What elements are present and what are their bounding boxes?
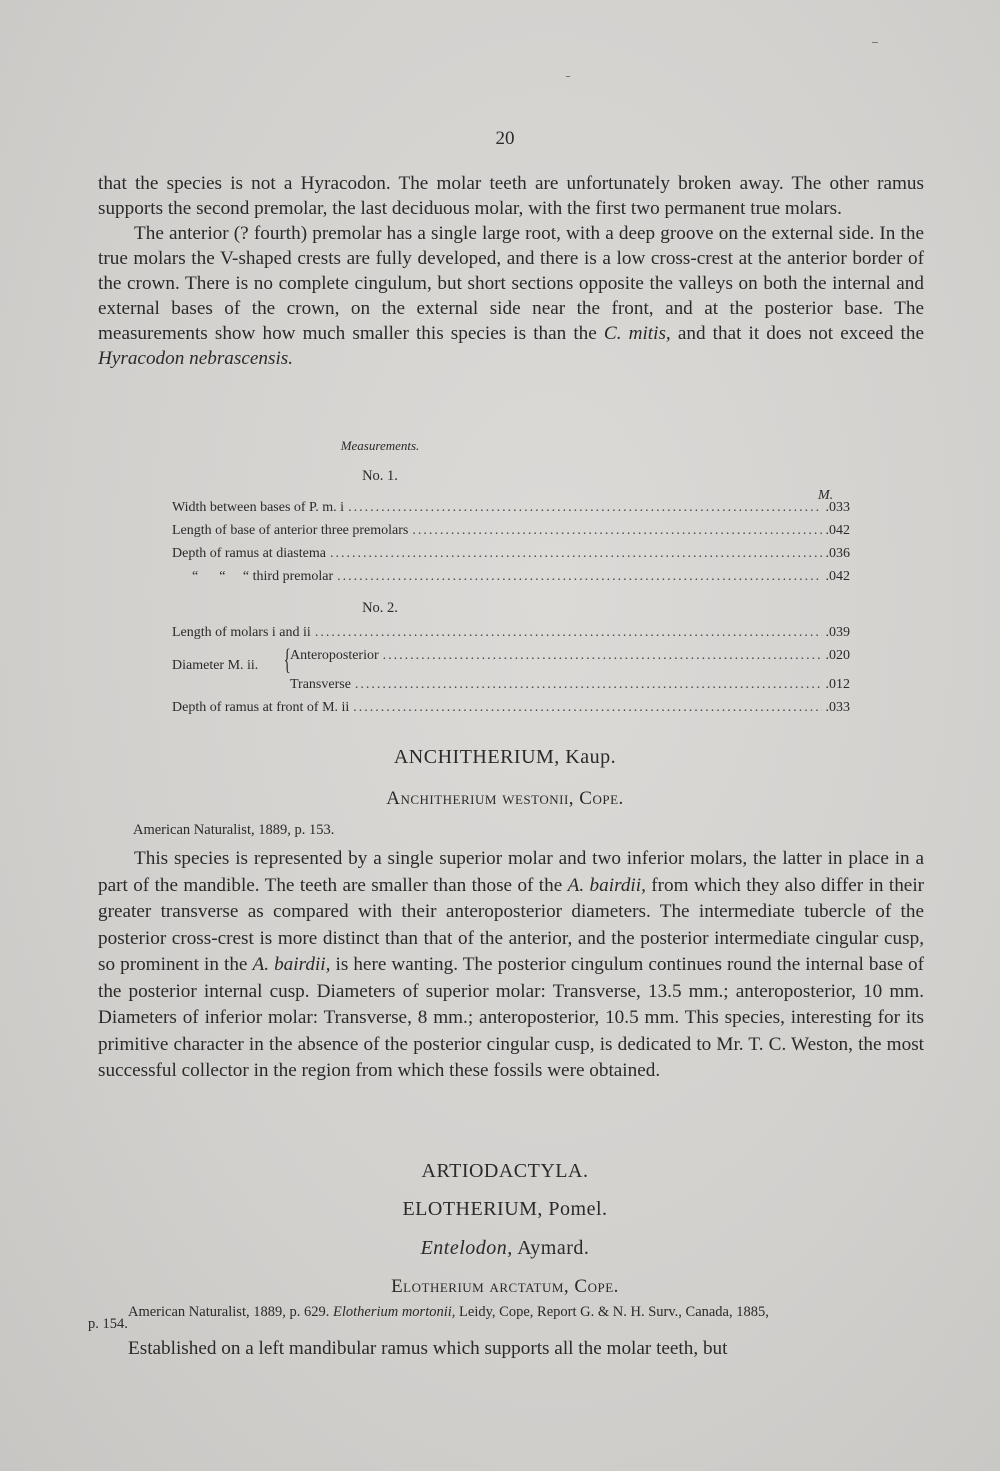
paragraph: This species is represented by a single superior molar and two inferior molars, the latter in place in a part of the mandible. The teeth are smaller than those of the A. bairdii, from which they also differ in their greater transverse as compared with their anteroposterior diameters. The intermediate tubercle of the posterior cross-crest is more distinct than that of the anterior, and the posterior intermediate cingular cusp, so prominent in the A. bairdii, is here wanting. The posterior cingulum continues round the internal base of the posterior internal cusp. Diameters of superior molar: Transverse, 13.5 mm.; anteroposterior, 10 mm. Diameters of inferior molar: Transverse, 8 mm.; anteroposterior, 10.5 mm. This species, interesting for its primitive character in the absence of the posterior cingular cusp, is dedicated to Mr. T. C. Weston, the most successful collector in the region from which these fossils were obtained. <box>98 848 925 1081</box>
measurements-no2-title: No. 2. <box>362 600 398 616</box>
measurement-row: Length of base of anterior three premolars ..... .042 <box>172 523 850 543</box>
genus-heading: ELOTHERIUM, Pomel. <box>402 1198 608 1220</box>
species-heading: Anchitherium westonii, Cope. <box>386 788 624 809</box>
genus-heading: ANCHITHERIUM, Kaup. <box>393 746 617 768</box>
italic-taxon: Hyracodon nebrascensis. <box>98 348 294 369</box>
measurements-title: Measurements. <box>340 438 420 453</box>
measurement-row: Width between bases of P. m. i ..... .033 <box>172 500 850 520</box>
intro-text <box>98 171 924 371</box>
measurement-row: Transverse ..... .012 <box>290 677 850 697</box>
paper-speck <box>566 76 570 77</box>
order-heading: ARTIODACTYLA. <box>421 1160 589 1182</box>
paragraph: that the species is not a Hyracodon. The molar teeth are unfortunately broken away. The other ramus supports the second premolar, the last deciduous molar, with the first two permanent true molars. <box>98 173 924 219</box>
page-number: 20 <box>495 128 515 149</box>
citation: American Naturalist, 1889, p. 629. Elotherium mortonii, Leidy, Cope, Report G. & N. H. Surv., Canada, 1885, <box>128 1304 769 1320</box>
paragraph: The anterior (? fourth) premolar has a single large root, with a deep groove on the external side. In the true molars the V-shaped crests are fully developed, and there is a low cross-crest at the anterior border of the crown. There is no complete cingulum, but short sections opposite the valleys on both the internal and external bases of the crown, on the external side near the front, and at the posterior base. The measurements show how much smaller this species is than the C. mitis, and that it does not exceed the Hyracodon nebrascensis. <box>98 223 924 369</box>
citation: American Naturalist, 1889, p. 153. <box>133 822 335 838</box>
italic-taxon: C. mitis, <box>603 323 671 344</box>
citation-continued: p. 154. <box>88 1316 128 1332</box>
anchitherium-text <box>98 846 924 1085</box>
measurement-row: Anteroposterior ..... .020 <box>290 648 850 668</box>
paragraph: Established on a left mandibular ramus which supports all the molar teeth, but <box>128 1338 728 1359</box>
measurement-row: “ “ “ third premolar ..... .042 <box>192 569 850 589</box>
species-heading: Elotherium arctatum, Cope. <box>391 1276 619 1297</box>
brace-glyph: { <box>283 643 291 676</box>
measurements-unit: M. <box>818 488 834 503</box>
diameter-label: Diameter M. ii. <box>172 658 259 673</box>
paper-speck <box>872 42 878 43</box>
italic-taxon: A. bairdii, <box>252 954 331 975</box>
measurement-row: Depth of ramus at diastema ..... .036 <box>172 546 850 566</box>
italic-taxon: A. bairdii, <box>567 874 646 896</box>
measurements-no1-title: No. 1. <box>362 468 398 484</box>
measurement-row: Depth of ramus at front of M. ii ..... .033 <box>172 700 850 720</box>
elotherium-text <box>98 1336 924 1361</box>
measurement-row: Length of molars i and ii ..... .039 <box>172 625 850 645</box>
synonym-heading: Entelodon, Aymard. <box>420 1237 590 1259</box>
